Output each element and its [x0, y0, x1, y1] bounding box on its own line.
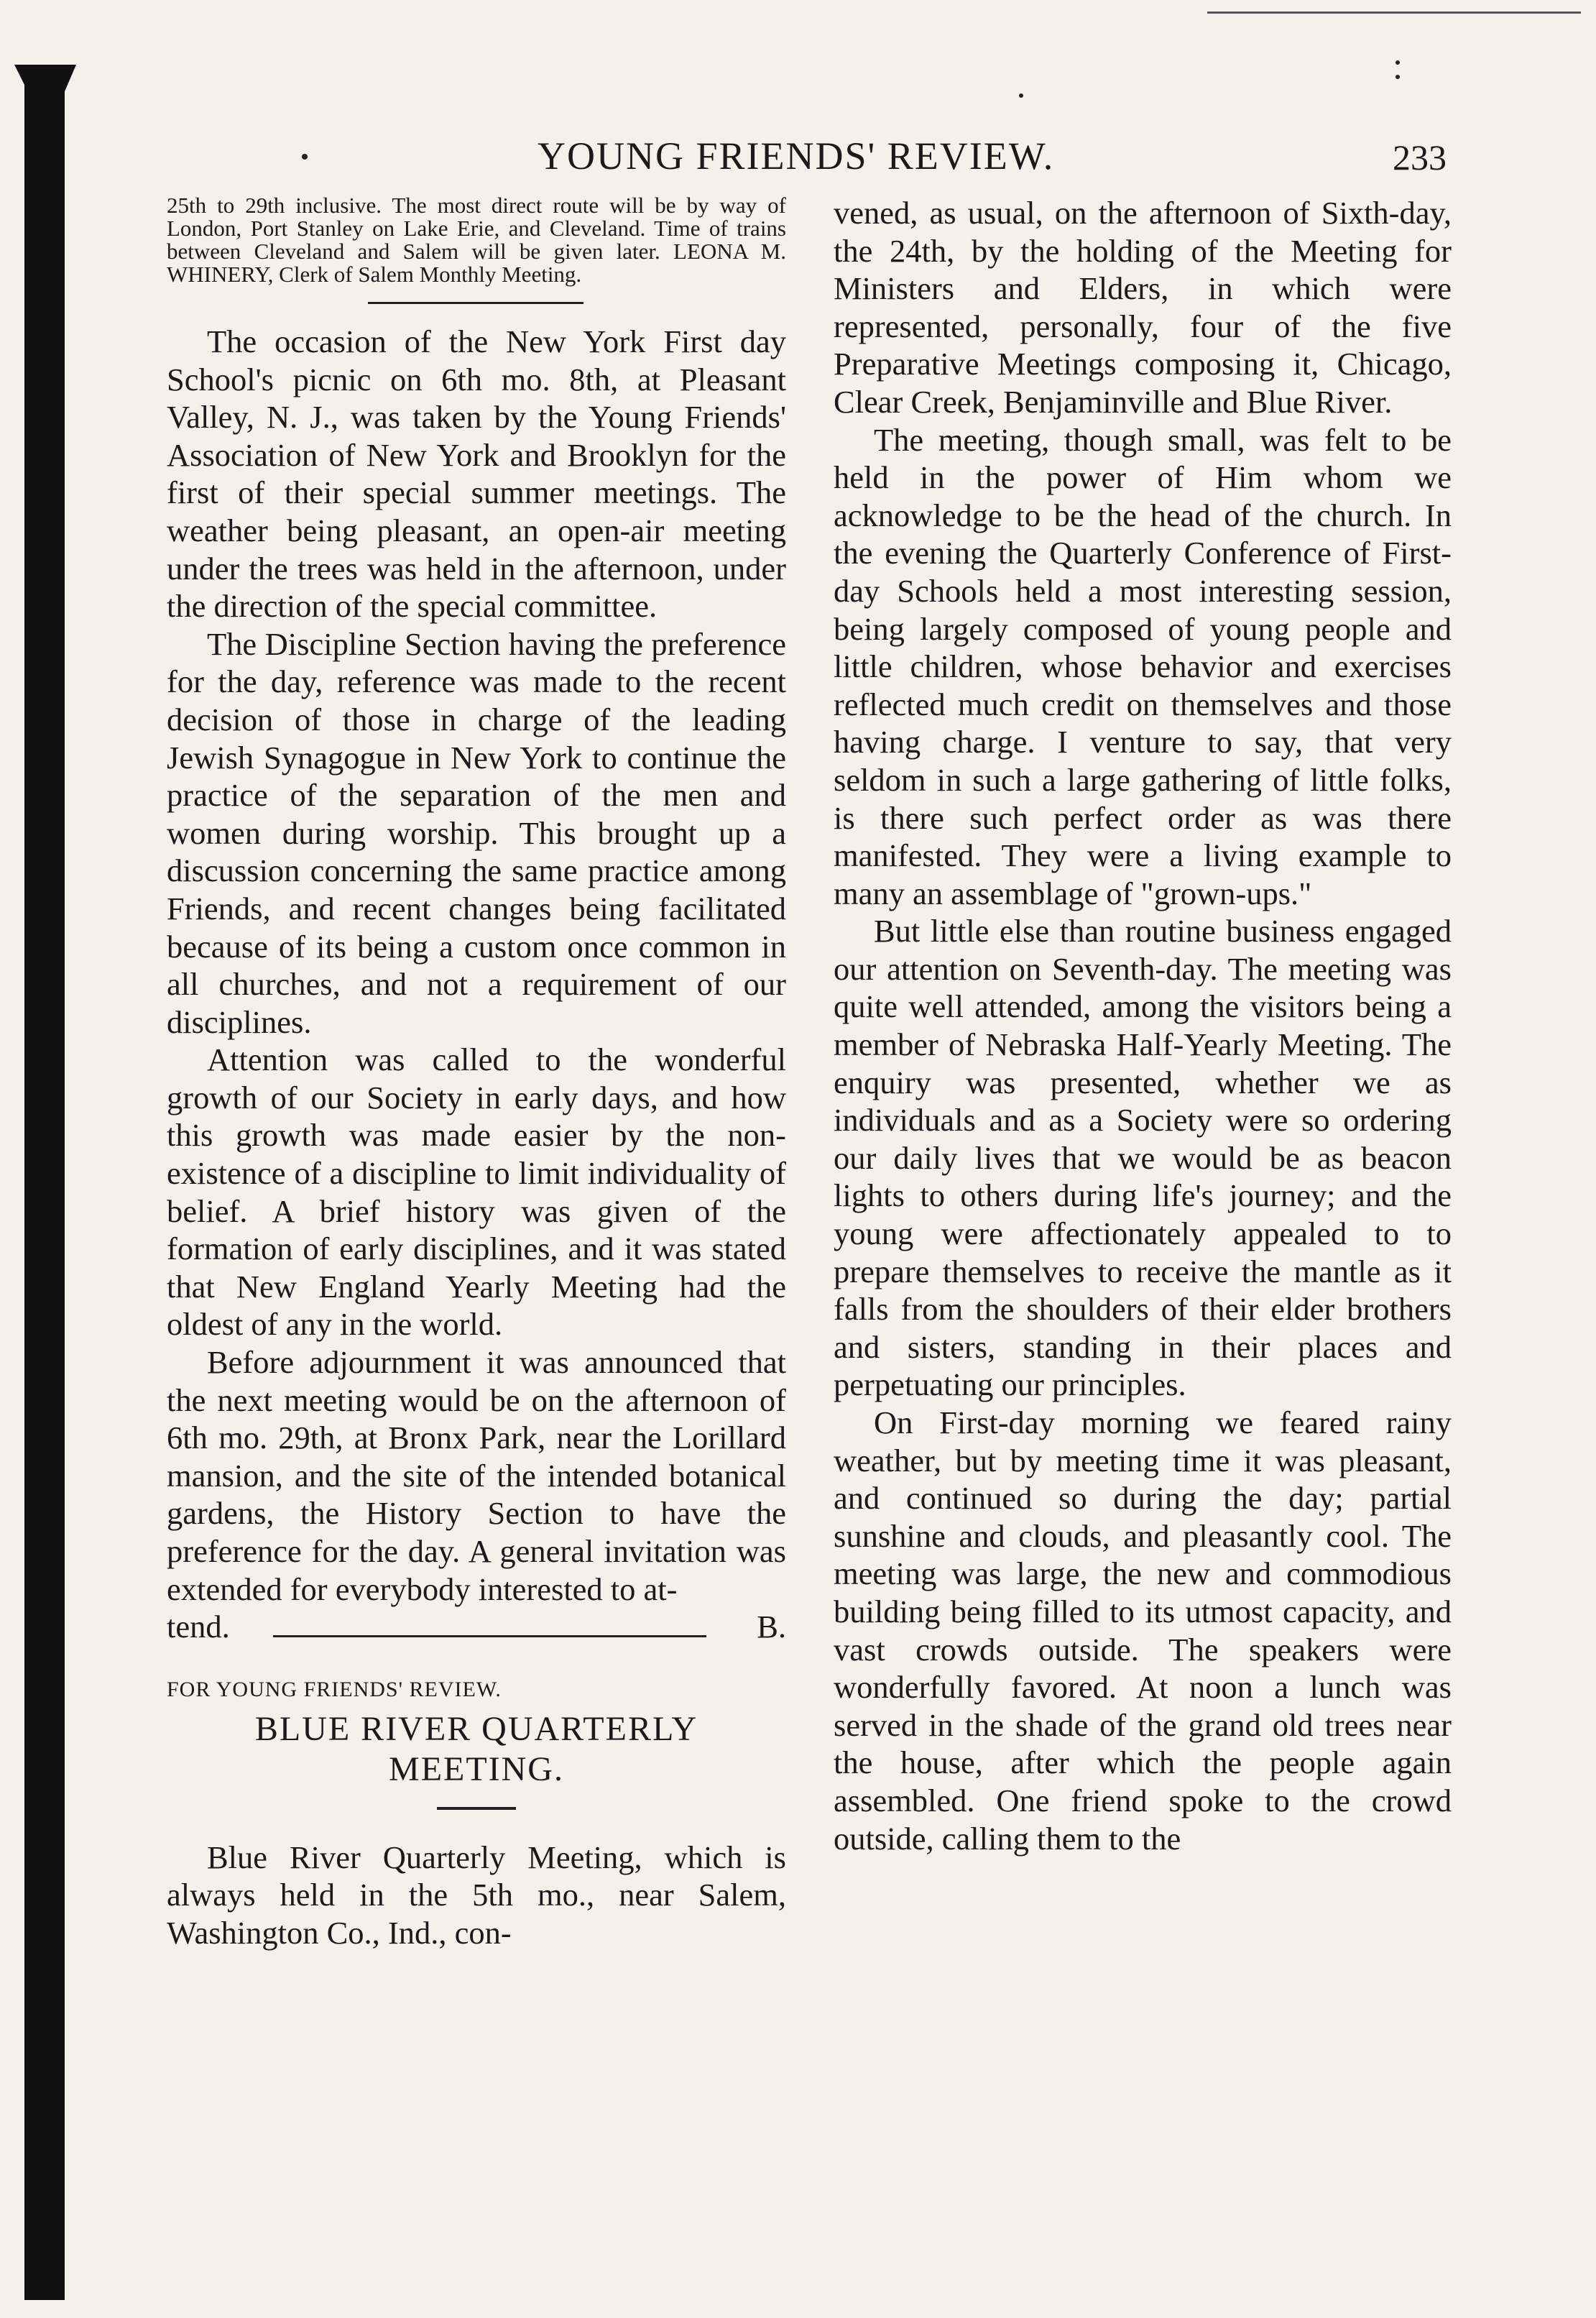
paragraph-adjournment: Before adjournment it was announced that the next meeting would be on the afternoon of 6th mo. 29th, at Bronx Park, near the Lorillard mansion, and the site of the intended botanical gardens, the History Section to have the preference for the day. A general invitation was extended for everybody interested to at-: [167, 1344, 786, 1607]
paragraph-ministers-elders: vened, as usual, on the afternoon of Sixth-day, the 24th, by the holding of the Meeting for Ministers and Elders, in which were represented, personally, four of the five Preparative Meetings composing it, Chicago, Clear Creek, Benjaminville and Blue River.: [834, 195, 1452, 420]
article-title-line-2: MEETING.: [389, 1749, 564, 1788]
paragraph-blue-river-intro: Blue River Quarterly Meeting, which is always held in the 5th mo., near Salem, Washington Co., Ind., con-: [167, 1839, 786, 1951]
page-number: 233: [1393, 137, 1447, 178]
paragraph-discipline-section: The Discipline Section having the preference for the day, reference was made to the recent decision of those in charge of the leading Jewish Synagogue in New York to continue the practice of the separation of the men and women during worship. This brought up a discussion concerning the same practice among Friends, and recent changes being facilitated because of its being a custom once common in all churches, and not a requirement of our disciplines.: [167, 625, 786, 1040]
running-title: YOUNG FRIENDS' REVIEW.: [538, 134, 1055, 178]
print-speck: [1019, 93, 1023, 98]
article-byline: FOR YOUNG FRIENDS' REVIEW.: [167, 1677, 502, 1701]
paragraph-picnic: The occasion of the New York First day School's picnic on 6th mo. 8th, at Pleasant Valley, N. J., was taken by the Young Friends' Association of New York and Brooklyn for the first of their special summer meetings. The weather being pleasant, an open-air meeting under the trees was held in the afternoon, under the direction of the special committee.: [167, 323, 786, 625]
top-edge-rule: [1207, 12, 1581, 14]
closing-word: tend.: [167, 1609, 230, 1645]
paragraph-society-growth: Attention was called to the wonderful growth of our Society in early days, and how this growth was made easier by the non-existence of a discipline to limit individuality of belief. A brief history was given of the formation of early disciplines, and it was stated that New England Yearly Meeting had the oldest of any in the world.: [167, 1041, 786, 1343]
print-speck: [302, 154, 308, 160]
previous-article-note: 25th to 29th inclusive. The most direct route will be by way of London, Port Stanley on Lake Erie, and Cleveland. Time of trains between Cleveland and Salem will be given later. LEONA M. WHINERY, Clerk of Salem Monthly Meeting.: [167, 193, 786, 287]
signature-line: [167, 1608, 786, 1646]
page-header: [0, 134, 1596, 191]
article-title-line-1: BLUE RIVER QUARTERLY: [254, 1709, 698, 1748]
print-speck: [1396, 75, 1400, 79]
binding-edge-shadow: [24, 72, 65, 2300]
signature: B.: [757, 1609, 786, 1645]
signature-rule: [273, 1635, 706, 1637]
print-speck: [1396, 60, 1400, 65]
paragraph-first-day-morning: On First-day morning we feared rainy weather, but by meeting time it was pleasant, and continued so during the day; partial sunshine and clouds, and pleasantly cool. The meeting was large, the new and commodious building being filled to its utmost capacity, and vast crowds outside. The speakers were wonderfully favored. At noon a lunch was served in the shade of the grand old trees near the house, after which the people again assembled. One friend spoke to the crowd outside, calling them to the: [834, 1404, 1452, 1857]
left-column: [167, 194, 786, 1952]
paragraph-seventh-day: But little else than routine business engaged our attention on Seventh-day. The meeting was quite well attended, among the visitors being a member of Nebraska Half-Yearly Meeting. The enquiry was presented, whether we as individuals and as a Society were so ordering our daily lives that we would be as beacon lights to others during life's journey; and the young were affectionately appealed to to prepare themselves to receive the mantle as it falls from the shoulders of their elder brothers and sisters, standing in their places and perpetuating our principles.: [834, 913, 1452, 1403]
right-column: [834, 194, 1452, 1857]
section-divider: [368, 302, 583, 304]
paragraph-first-day-schools: The meeting, though small, was felt to be held in the power of Him whom we acknowledge to be the head of the church. In the evening the Quarterly Conference of First-day Schools held a most interesting session, being largely composed of young people and little children, whose behavior and exercises reflected much credit on themselves and those having charge. I venture to say, that very seldom in such a large gathering of little folks, is there such perfect order as was there manifested. They were a living example to many an assemblage of "grown-ups.": [834, 421, 1452, 911]
title-divider: [437, 1807, 516, 1810]
